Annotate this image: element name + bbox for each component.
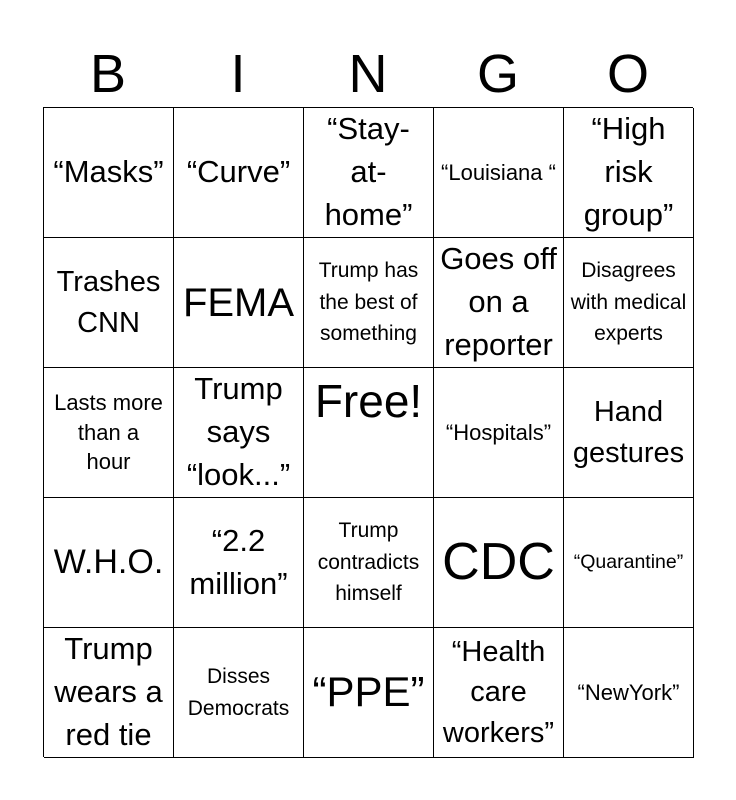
cell-text: “Health care workers”: [442, 636, 555, 749]
cell-text: Lasts more than a hour: [54, 389, 163, 475]
cell-text: “Masks”: [53, 154, 164, 190]
header-letter-o: O: [606, 44, 649, 104]
cell-text: “Stay-at-home”: [324, 111, 413, 232]
cell-text: FEMA: [182, 280, 295, 325]
bingo-cell[interactable]: [174, 628, 304, 758]
header-letter-g: G: [476, 44, 519, 104]
bingo-cell[interactable]: [304, 238, 434, 368]
cell-text: “High risk group”: [583, 111, 674, 232]
bingo-cell[interactable]: [44, 498, 174, 628]
bingo-cell[interactable]: [174, 238, 304, 368]
cell-text: Trump contradicts himself: [317, 519, 420, 606]
cell-text: CDC: [442, 533, 555, 592]
cell-text: Trump wears a red tie: [54, 631, 163, 752]
bingo-cell[interactable]: [564, 108, 694, 238]
bingo-cell[interactable]: [564, 368, 694, 498]
cell-text: “Hospitals”: [445, 419, 552, 445]
bingo-cell[interactable]: [304, 628, 434, 758]
bingo-cell[interactable]: [434, 108, 564, 238]
cell-text: “Louisiana “: [441, 159, 556, 185]
bingo-cell[interactable]: [304, 368, 434, 498]
header-letter-n: N: [348, 44, 388, 104]
cell-text: Disses Democrats: [187, 665, 290, 720]
bingo-cell[interactable]: [44, 238, 174, 368]
bingo-cell[interactable]: [304, 498, 434, 628]
bingo-cell[interactable]: [564, 498, 694, 628]
bingo-cell[interactable]: [304, 108, 434, 238]
cell-text: Trashes CNN: [56, 266, 161, 339]
bingo-cell[interactable]: [434, 368, 564, 498]
cell-text: “2.2 million”: [189, 522, 288, 601]
bingo-cell[interactable]: [564, 628, 694, 758]
cell-text: “Quarantine”: [573, 550, 684, 573]
header-letter-b: B: [89, 44, 127, 104]
bingo-cell[interactable]: [174, 498, 304, 628]
cell-text: Trump says “look...”: [186, 371, 291, 492]
bingo-cell[interactable]: [44, 108, 174, 238]
cell-text: Hand gestures: [572, 396, 685, 469]
cell-text: “NewYork”: [577, 679, 680, 705]
bingo-cell[interactable]: [434, 498, 564, 628]
bingo-cell[interactable]: [434, 628, 564, 758]
cell-text: “PPE”: [312, 668, 425, 716]
cell-text: W.H.O.: [53, 543, 164, 582]
bingo-cell[interactable]: [44, 628, 174, 758]
cell-text: Trump has the best of something: [318, 259, 419, 346]
header-letter-i: I: [230, 44, 246, 104]
bingo-header: [43, 40, 693, 108]
free-space-text: Free!: [314, 375, 423, 427]
cell-text: “Curve”: [186, 154, 291, 190]
bingo-board: [43, 107, 693, 757]
cell-text: Disagrees with medical experts: [570, 259, 687, 346]
bingo-cell[interactable]: [174, 108, 304, 238]
bingo-cell[interactable]: [564, 238, 694, 368]
bingo-cell[interactable]: [434, 238, 564, 368]
cell-text: Goes off on a reporter: [440, 241, 557, 362]
bingo-cell[interactable]: [174, 368, 304, 498]
bingo-cell[interactable]: [44, 368, 174, 498]
